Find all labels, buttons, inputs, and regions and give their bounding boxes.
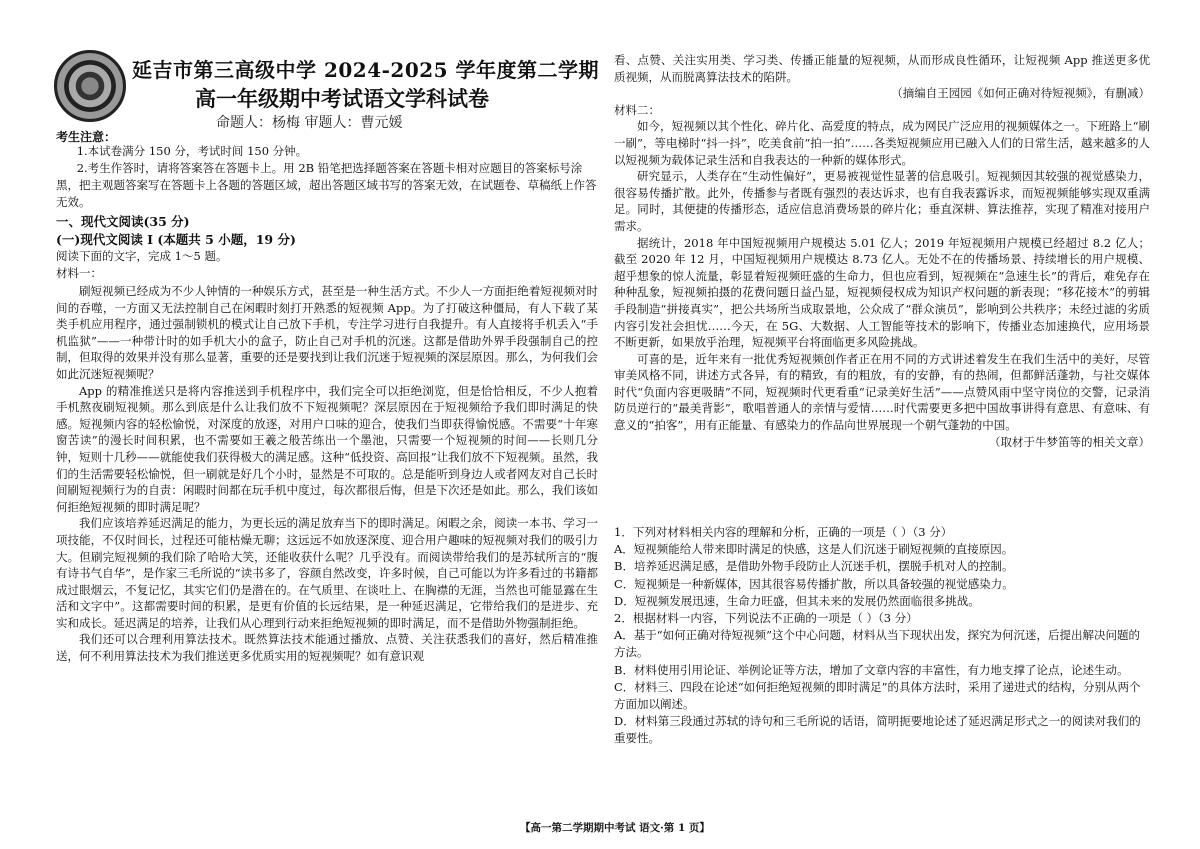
page-footer: 【高一第二学期期中考试 语文·第 1 页】 (520, 822, 710, 834)
material2-label: 材料二： (614, 102, 660, 117)
answer-option: C．材料三、四段在论述“如何拒绝短视频的即时满足”的具体方法时，采用了递进式的结构，分别从两个方面加以阐述。 (614, 679, 1141, 712)
school-seal-icon (54, 50, 126, 122)
answer-option: C．短视频是一种新媒体，因其很容易传播扩散，所以具备较强的视觉感染力。 (614, 576, 1014, 591)
paragraph-continuation: 看、点赞、关注实用类、学习类、传播正能量的短视频，从而形成良性循环，让短视频 App 推送更多优质视频，从而脱离算法技术的陷阱。 (614, 53, 1150, 84)
paragraph: 刷短视频已经成为不少人钟情的一种娱乐方式，甚至是一种生活方式。不少人一方面拒绝着短视频对时间的吞噬，一方面又无法控制自己在闲暇时刻打开熟悉的短视频 App。为了打破这种僵局，有人下载了某类手机应用程序，通过强制锁机的模式让自己放下手机，专注学习进行自我提升。有人直接将手机丢入“手机监狱”——一种带计时的如手机大小的盒子，防止自己对手机的沉迷。这都是借助外界手段强制自己的控制，但取得的效果并没有那么显著，重要的还是要找到让我们沉迷于短视频的深层原因。那么，为何我们会如此沉迷短视频呢？ (56, 284, 598, 381)
material1-body (56, 283, 598, 665)
paragraph: 据统计，2018 年中国短视频用户规模达 5.01 亿人；2019 年短视频用户规模已经超过 8.2 亿人；截至 2020 年 12 月，中国短视频用户规模达 8.73 亿人。无处不在的传播场景、持续增长的用户规模、超乎想象的惊人流量，彰显着短视频旺盛的生命力，但也应看到，短视频在“急速生长”的背后，难免存在种种乱象，短视频拍摄的花费问题日益凸显，短视频侵权成为知识产权问题的新表现；“移花接木”的剪辑手段制造“拼接真实”，把公共场所当成取景地，公众成了“群众演员”，影响到公共秩序；未经过滤的劣质内容引发社会担忧……今天，在 5G、大数据、人工智能等技术的影响下，传播业态加速换代，应用场景不断更新，如果放乎治理，短视频平台将面临更多风险挑战。 (614, 235, 1150, 350)
note-item: 1.本试卷满分 150 分，考试时间 150 分钟。 (76, 144, 308, 158)
question-stem: 2．根据材料一内容，下列说法不正确的一项是（ ）（3 分） (614, 611, 918, 626)
paragraph: 我们还可以合理利用算法技术。既然算法技术能通过播放、点赞、关注获悉我们的喜好，然后精准推送，何不利用算法技术为我们推送更多优质实用的短视频呢？如有意识观 (56, 632, 598, 664)
paragraph: 如今，短视频以其个性化、碎片化、高爱度的特点，成为网民广泛应用的视频媒体之一。下班路上“刷一刷”，等电梯时“抖一抖”，吃美食前“拍一拍”……各类短视频应用已融入人们的日常生活，越来越多的人以短视频为载体记录生活和自我表达的一种新的媒体形式。 (614, 119, 1150, 167)
answer-option: B．培养延迟满足感，是借助外物手段防止人沉迷手机，摆脱手机对人的控制。 (614, 559, 1014, 574)
paragraph: 研究显示，人类存在“生动性偏好”，更易被视觉性显著的信息吸引。短视频因其较强的视觉感染力，很容易传播扩散。此外，传播参与者既有强烈的表达诉求，也有自我表露诉求，而短视频能够实现双重满足。同时，其便捷的传播形态，适应信息消费场景的碎片化；垂直深耕、算法推荐，实现了精准对接用户需求。 (614, 169, 1150, 233)
subsection-heading: (一)现代文阅读 I (本题共 5 小题，19 分) (56, 232, 296, 247)
answer-option: A．短视频能给人带来即时满足的快感，这是人们沉迷于刷短视频的直接原因。 (614, 542, 1014, 557)
questions-block (614, 524, 1150, 748)
answer-option: D．短视频发展迅速，生命力旺盛，但其未来的发展仍然面临很多挑战。 (614, 593, 980, 608)
source-note: （取材于牛梦笛等的相关文章） (989, 434, 1150, 449)
section-heading: 一、现代文阅读(35 分) (56, 214, 190, 229)
note-item: 2.考生作答时，请将答案答在答题卡上。用 2B 铅笔把选择题答案在答题卡相对应题目的答案标号涂黑，把主观题答案写在答题卡上各题的答题区域，超出答题区域书写的答案无效，在试题卷、草稿纸上作答无效。 (56, 161, 597, 209)
reading-instruction: 阅读下面的文字，完成 1～5 题。 (56, 249, 228, 263)
authors-line: 命题人：杨梅 审题人：曹元媛 (216, 115, 403, 131)
notes-heading: 考生注意： (56, 130, 117, 144)
paragraph: 可喜的是，近年来有一批优秀短视频创作者正在用不同的方式讲述着发生在我们生活中的美好，尽管审美风格不同，讲述方式各异，有的精致，有的粗放，有的安静，有的热闹，但都鲜活蓬勃，与社交媒体时代“负面内容更吸睛”不同，短视频时代更看重“记录美好生活”——点赞风雨中坚守岗位的交警，记录消防员逆行的“最美背影”，歌唱普通人的亲情与爱情……时代需要更多把中国故事讲得有意思、有意味、有意义的“拍客”，用有正能量、有感染力的作品向世界展现一个朝气蓬勃的中国。 (614, 351, 1150, 433)
exam-title-line1: 延吉市第三高级中学 2024-2025 学年度第二学期 (132, 58, 600, 82)
material1-label: 材料一： (56, 266, 102, 280)
paragraph: 我们应该培养延迟满足的能力，为更长远的满足放弃当下的即时满足。闲暇之余，阅读一本书、学习一项技能，不仅时间长，过程还可能枯燥无聊；这远远不如放逐深度、迎合用户趣味的短视频对我们的吸引力大。但刷完短视频的我们除了哈哈大笑，还能收获什么呢？几乎没有。而阅读带给我们的是苏轼所言的“腹有诗书气自华”，是作家三毛所说的“读书多了，容颜自然改变，许多时候，自己可能以为许多看过的书籍都成过眼烟云，不复记忆，其实它们仍是潜在的。在气质里、在谈吐上、在胸襟的无涯，当然也可能显露在生活和文字中”。这都需要时间的积累，是更有价值的长远结果，是一种延迟满足，它带给我们的是进步、充实和成长。延迟满足的培养，让我们从心理到行动来拒绝短视频的即时满足，而不是借助外物强制拒绝。 (56, 516, 598, 630)
answer-option: A．基于“如何正确对待短视频”这个中心问题，材料从当下现状出发，探究为何沉迷，后提出解决问题的方法。 (614, 628, 1141, 660)
exam-title-line2: 高一年级期中考试语文学科试卷 (195, 86, 489, 111)
answer-option: B．材料使用引用论证、举例论证等方法，增加了文章内容的丰富性，有力地支撑了论点，论述生动。 (614, 662, 1129, 677)
question-stem: 1．下列对材料相关内容的理解和分析，正确的一项是（ ）（3 分） (614, 525, 953, 539)
right-column-body (614, 52, 1150, 450)
answer-option: D．材料第三段通过苏轼的诗句和三毛所说的话语，简明扼要地论述了延迟满足形式之一的阅读对我们的重要性。 (614, 714, 1141, 746)
notes-list (56, 143, 598, 211)
paragraph: App 的精准推送只是将内容推送到手机程序中，我们完全可以拒绝浏览，但是恰恰相反，不少人抱着手机熬夜刷短视频。那么到底是什么让我们放不下短视频呢？深层原因在于短视频给予我们即时满足的快感。短视频内容的轻松愉悦，对深度的放逐，对用户口味的迎合，使我们当即获得愉悦感。不需要“十年寒窗苦读”的漫长时间积累，也不需要如王羲之般苦练出一个墨池，只需要一个短视频的时间——长则几分钟，短则十几秒——就能使我们获得极大的满足感。这种“低投资、高回报”让我们放不下短视频。虽然，我们的生活需要轻松愉悦，但一刷就是好几个小时，显然是不可取的。总是能听到身边人或者网友对自己长时间刷短视频行为的自责：闲暇时间都在玩手机中度过，每次都很后悔，但是下次还是如此。那么，我们该如何拒绝短视频的即时满足呢？ (56, 383, 598, 514)
source-note: （摘编自王园园《如何正确对待短视频》，有删减） (891, 86, 1150, 101)
